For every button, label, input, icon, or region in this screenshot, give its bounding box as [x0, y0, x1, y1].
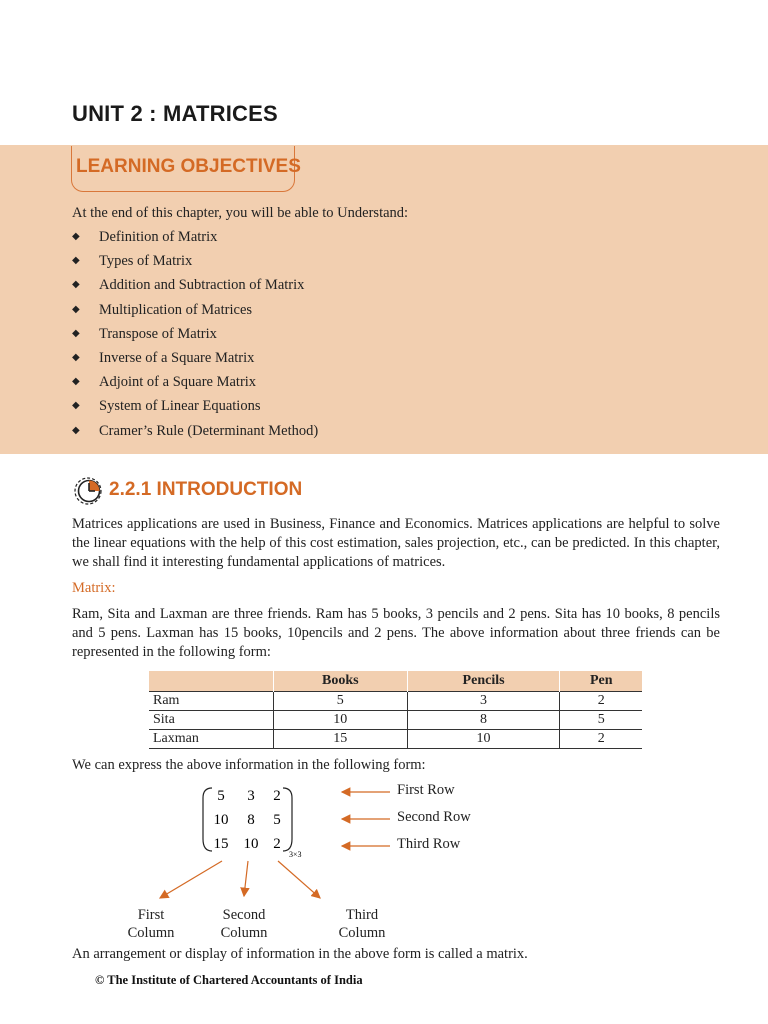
objective-item: ◆ Cramer’s Rule (Determinant Method) [72, 422, 319, 439]
friends-paragraph: Ram, Sita and Laxman are three friends. Ram has 5 books, 3 pencils and 2 pens. Sita has 10 books, 8 pencils and 5 pens. Laxman has 15 books, 10pencils and 2 pens. The above information about three friends can be represented in the following form: [72, 606, 720, 660]
table-cell: 15 [274, 730, 408, 749]
diamond-bullet-icon: ◆ [72, 424, 80, 436]
learning-objectives-list [72, 228, 318, 446]
third-column-label: Third Column [338, 907, 386, 941]
column-arrow [244, 861, 248, 896]
table-cell: Ram [149, 692, 274, 711]
matrix-entry: 2 [273, 788, 281, 804]
diamond-bullet-icon: ◆ [72, 327, 80, 339]
intro-paragraph: Matrices applications are used in Business, Finance and Economics. Matrices applications are helpful to solve the linear equations with the help of this cost estimation, sales projection, etc., can be predicted. In this chapter, we shall find it interesting fundamental applications of matrices. [72, 516, 720, 570]
objective-item: ◆ System of Linear Equations [72, 398, 261, 415]
second-column-label: Second Column [220, 907, 268, 941]
objective-item: ◆ Types of Matrix [72, 253, 193, 270]
table-header-row [149, 671, 642, 692]
section-title: 2.2.1 INTRODUCTION [109, 479, 303, 500]
matrix-subheading: Matrix: [72, 580, 116, 596]
books-table [149, 671, 642, 749]
matrix-entry: 10 [243, 836, 259, 852]
matrix-order: 3×3 [289, 850, 302, 859]
matrix-entry: 3 [247, 788, 255, 804]
diamond-bullet-icon: ◆ [72, 400, 80, 412]
table-header-cell: Pen [560, 671, 642, 692]
table-cell: 5 [560, 711, 642, 730]
column-arrow [278, 861, 320, 898]
matrix-left-bracket [203, 788, 212, 851]
table-cell: 10 [407, 730, 560, 749]
diamond-bullet-icon: ◆ [72, 231, 80, 242]
objective-item: ◆ Addition and Subtraction of Matrix [72, 277, 305, 294]
first-row-label: First Row [397, 782, 455, 798]
unit-title: UNIT 2 : MATRICES [72, 101, 278, 126]
third-row-label: Third Row [397, 836, 461, 852]
table-header-cell [149, 671, 274, 692]
table-cell: Sita [149, 711, 274, 730]
matrix-entry: 15 [213, 836, 229, 852]
matrix-entry: 2 [273, 836, 281, 852]
objective-item: ◆ Multiplication of Matrices [72, 301, 253, 318]
table-header-cell: Books [274, 671, 408, 692]
first-column-label: First Column [127, 907, 175, 941]
clock-icon [72, 474, 104, 506]
objective-item: ◆ Transpose of Matrix [72, 325, 217, 342]
table-cell: Laxman [149, 730, 274, 749]
table-cell: 8 [407, 711, 560, 730]
objective-item: ◆ Definition of Matrix [72, 229, 218, 245]
table-cell: 2 [560, 692, 642, 711]
objective-item: ◆ Inverse of a Square Matrix [72, 349, 255, 366]
table-row [149, 711, 642, 730]
table-cell: 5 [274, 692, 408, 711]
matrix-entry: 10 [213, 812, 229, 828]
table-cell: 3 [407, 692, 560, 711]
learning-objectives-intro: At the end of this chapter, you will be able to Understand: [72, 205, 409, 221]
definition-text: An arrangement or display of information in the above form is called a matrix. [72, 946, 528, 962]
diamond-bullet-icon: ◆ [72, 303, 80, 315]
matrix-diagram [0, 775, 768, 905]
matrix-entry: 8 [247, 812, 255, 828]
learning-objectives-title: LEARNING OBJECTIVES [76, 156, 301, 177]
diamond-bullet-icon: ◆ [72, 376, 80, 388]
table-row [149, 692, 642, 711]
page-footer: © The Institute of Chartered Accountants of India [95, 973, 363, 987]
express-text: We can express the above information in the following form: [72, 757, 426, 773]
table-row [149, 730, 642, 749]
diamond-bullet-icon: ◆ [72, 351, 80, 363]
matrix-right-bracket [283, 788, 292, 851]
matrix-entry: 5 [273, 812, 281, 828]
objective-item: ◆ Adjoint of a Square Matrix [72, 374, 257, 391]
diamond-bullet-icon: ◆ [72, 255, 80, 267]
table-cell: 10 [274, 711, 408, 730]
diamond-bullet-icon: ◆ [72, 279, 80, 291]
table-header-cell: Pencils [407, 671, 560, 692]
matrix-entry: 5 [217, 788, 225, 804]
second-row-label: Second Row [397, 809, 471, 825]
table-cell: 2 [560, 730, 642, 749]
column-arrow [160, 861, 222, 898]
